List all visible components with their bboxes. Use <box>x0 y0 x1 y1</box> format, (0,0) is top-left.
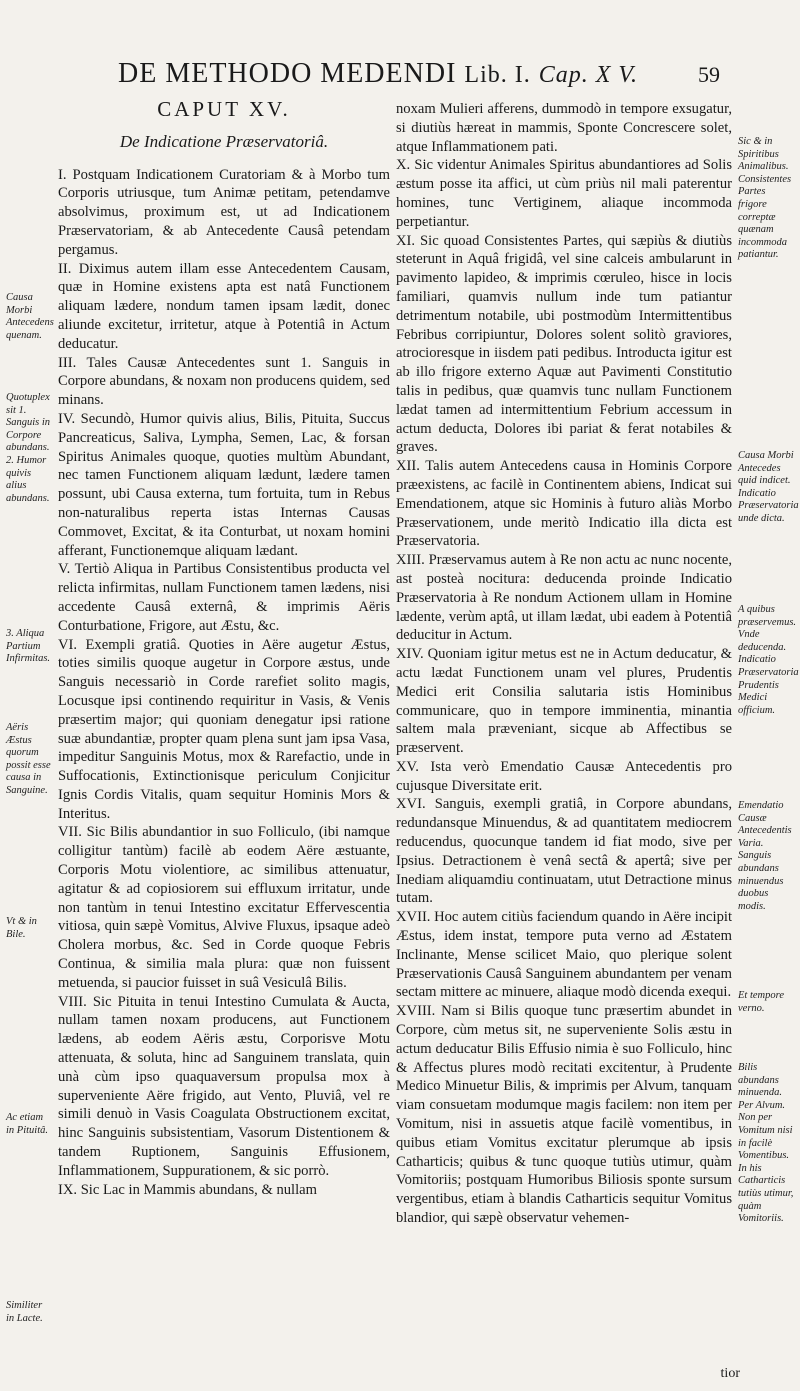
paragraph: III. Tales Causæ Antecedentes sunt 1. Sanguis in Corpore abundans, & noxam non producens quidem, sed minans. <box>58 354 390 409</box>
paragraph: IV. Secundò, Humor quivis alius, Bilis, Pituita, Succus Pancreaticus, Saliva, Lympha, Semen, Lac, & forsan Spiritus Animales quoque, quoties multùm Abundant, nec tamen Functionem aliquam lædunt, lædere tamen possunt, ubi Causa externa, tum fortuita, tum in Rebus non-naturalibus reperta istas Internas Causas Commovet, Excitat, & ita Conturbat, ut noxam homini afferant, Functionemque aliquam lædant. <box>58 410 390 559</box>
margin-note: Et tempore verno. <box>738 990 784 1014</box>
margin-note: Bilis abundans minuenda. Per Alvum. Non per Vomitum nisi in facilè Vomentibus. In his Catharticis tutiùs utimur, quàm Vomitoriis. <box>738 1062 794 1225</box>
margin-note: Emendatio Causæ Antecedentis Varia. Sanguis abundans minuendus duobus modis. <box>738 800 792 912</box>
paragraph: noxam Mulieri afferens, dummodò in tempore exsugatur, si diutiùs hæreat in mammis, Sponte Concrescere solet, atque Inflammationem pati. <box>396 101 732 155</box>
catchword: tior <box>720 1366 740 1381</box>
paragraph: VIII. Sic Pituita in tenui Intestino Cumulata & Aucta, nullam tamen noxam producens, aut Functionem lædens, ab eodem Aëris æstu, Corporisve Motu attenuata, & soluta, hinc ad Sanguinem translata, quin unà cùm ipso quaquaversum propulsa mox à superveniente Aëre frigido, aut Vento, Pluviâ, vel re simili denuò in Vasis Coagulata Obstructionem excitat, hinc Sanguinis subsistentiam, Vasorum Distentionem & tandem Ruptionem, Sanguinis Effusionem, Inflammationem, Suppurationem, & sic porrò. <box>58 993 390 1179</box>
margin-note: Causa Morbi Antecedens quenam. <box>6 292 54 341</box>
chapter-heading: CAPUT XV. <box>157 97 291 121</box>
chapter-subtitle: De Indicatione Præservatoriâ. <box>119 131 329 151</box>
margin-note: Similiter in Lacte. <box>6 1300 43 1324</box>
margin-note: Aëris Æstus quorum possit esse causa in Sanguine. <box>6 722 51 796</box>
paragraph: XIII. Præservamus autem à Re non actu ac nunc nocente, ast posteà nocitura: deducenda proinde Indicatio Præservatoria à Re nondum Actionem ullam in Homine lædente, verùm aptâ, ut illam lædat, ubi eadem à Potentiâ deducitur in Actum. <box>396 552 732 644</box>
margin-note: 3. Aliqua Partium Infirmitas. <box>6 628 51 665</box>
paragraph: XVI. Sanguis, exempli gratiâ, in Corpore abundans, redundansque Minuendus, & ad quantitatem mediocrem reducendus, quocunque tandem id fiat modo, sive per Ipsius. Detractionem è venâ sectâ & apertâ; sive per Inediam aliquamdiu continuatam, utut Detractione minus tutam. <box>396 796 732 907</box>
paragraph: X. Sic videntur Animales Spiritus abundantiores ad Solis æstum posse ita affici, ut cùm priùs nil mali paterentur homines, tunc Vertiginem, aliaque incommoda perpetiantur. <box>396 157 732 230</box>
page-number: 59 <box>698 62 720 87</box>
running-title: DE METHODO MEDENDI <box>118 58 457 89</box>
paragraph: IX. Sic Lac in Mammis abundans, & nullam <box>58 1181 317 1198</box>
paragraph: V. Tertiò Aliqua in Partibus Consistentibus producta vel relicta infirmitas, nullam Functionem tamen lædens, nisi accedente Causâ externâ, & imprimis Aëris Conturbatione, Frigore, aut Æstu, &c. <box>58 561 390 634</box>
paragraph: XVIII. Nam si Bilis quoque tunc præsertim abundet in Corpore, cùm metus sit, ne superveniente Solis æstu in actum deducatur Bilis Effusio nimia è suo Folliculo, hinc & Affectus plures modò recitati excitentur, à Prudente Medico Minuetur Bilis, & imprimis per Alvum, tanquam viam consuetam modumque magis facilem: non item per Vomitum, nisi in assuetis atque facilè vomentibus, in quibus etiam Vomitus excitatur plerumque ab ipsis Catharticis; quibus & tunc quoque tutiùs utimur, quàm Vomitoriis; postquam Humoribus Biliosis sponte sursum vergentibus, etiam à blandis Catharticis sequitur Vomitus blandior, qui sæpè observatur vehemen- <box>396 1003 732 1227</box>
margin-note: Quotuplex sit 1. Sanguis in Corpore abundans. 2. Humor quivis alius abundans. <box>6 392 51 504</box>
running-head <box>118 58 678 90</box>
paragraph: XV. Ista verò Emendatio Causæ Antecedentis pro cujusque Diversitate erit. <box>396 758 732 794</box>
margin-note: Vt & in Bile. <box>6 916 37 940</box>
paragraph: I. Postquam Indicationem Curatoriam & à Morbo tum Corporis utriusque, tum Animæ petitam, petendamve absolvimus, proximum est, ut ad Indicationem Præservatoriam, & ab Antecedente Causâ petendam pergamus. <box>58 166 390 258</box>
chapter-number: Cap. X V. <box>538 62 638 88</box>
paragraph: II. Diximus autem illam esse Antecedentem Causam, quæ in Homine existens apta est natâ Functionem aliquam lædere, nondum tamen ipsam lædit, donec aliunde excitetur, irritetur, atque à Potentiâ in Actum deducatur. <box>58 260 390 352</box>
book-number: Lib. I. <box>464 62 531 88</box>
right-column <box>396 100 732 1228</box>
paragraph: VI. Exempli gratiâ. Quoties in Aëre augetur Æstus, toties similis quoque augetur in Corpore æstus, unde Sanguis necessariò in Corde rarefiet solito magis, Locusque ipsi continendo requiritur in Vasis, & Venis præsertim major; qui quoniam denegatur ipsi ratione suæ abundantiæ, propter quam plena sunt jam ipsa Vasa, impeditur Sanguinis Motus, mox & Rarefactio, unde in Suffocationis, Extinctionisque periculum Conjicitur Ignis Cordis Vitalis, quam sequitur Hominis Mors & Interitus. <box>58 636 390 822</box>
paragraph: XI. Sic quoad Consistentes Partes, qui sæpiùs & diutiùs steterunt in Aquâ frigidâ, vel sine calceis ambularunt in pavimento lapideo, & imprimis cœruleo, hisce in locis familiari, quamvis nullum inde tum patiantur detrimentum notabile, ubi postmodùm Intermittentibus Febribus corripiuntur, Dolores solent solitò graviores, atrocioresque in iisdem pati pedibus. Introducta igitur est ab illo frigore externo Aquæ aut Pavimenti Constitutio talis in pedibus, quæ quamvis tunc nullam Functionem lædat tamen ad intermittentium Febrium accessum in actum deducta, Dolores ibi pariat & ferat notabiles & graves. <box>396 232 732 456</box>
margin-note: Sic & in Spiritibus Animalibus. Consistentes Partes frigore correptæ quænam incommoda patiantur. <box>738 136 792 261</box>
margin-note: Causa Morbi Antecedes quid indicet. Indicatio Præservatoria unde dicta. <box>738 450 799 524</box>
paragraph: VII. Sic Bilis abundantior in suo Folliculo, (ibi namque colligitur tantùm) facilè ab eodem Aëre æstuante, Corporis Motu violentiore, ac similibus attenuatur, agitatur & ad copiosiorem sui effluxum irritatur, unde non tantùm in tenui Intestino excitatur Effervescentia vitiosa, quin sæpè Vomitus, Alvive Fluxus, ipsaque adeò Cholera morbus, &c. Sed in Corde quoque Febris Continua, & similia mala plura: quæ non fuissent metuenda, si paucior fuisset in suâ Vesiculâ Bilis. <box>58 824 390 991</box>
paragraph: XIV. Quoniam igitur metus est ne in Actum deducatur, & actu lædat Functionem unam vel plures, Prudentis Medici erit Consilia salutaria istis Hominibus communicare, quo in tempore imminentia, minantia saltem mala præveniant, sicque ab Affectibus se præservent. <box>396 646 732 757</box>
paragraph: XVII. Hoc autem citiùs faciendum quando in Aëre incipit Æstus, idem instat, tempore puta verno ad Æstatem Inclinante, Mense scilicet Maio, quo plerique solent Præservationis Causâ Sanguinem abundantem per venam sectam mittere ac minuere, aliaque modò dicenda exequi. <box>396 909 732 1001</box>
margin-note: Ac etiam in Pituitâ. <box>6 1112 48 1136</box>
left-column <box>58 97 390 1199</box>
paragraph: XII. Talis autem Antecedens causa in Hominis Corpore præexistens, ac facilè in Continentem abiens, Indicat sui Emendationem, atque sic Hominis à futuro aliàs Morbo Præservationem, unde meritò Indicatio illa dicta est Præservatoria. <box>396 458 732 550</box>
margin-note: A quibus præservemus. Vnde deducenda. Indicatio Præservatoria Prudentis Medici officium. <box>738 604 799 716</box>
